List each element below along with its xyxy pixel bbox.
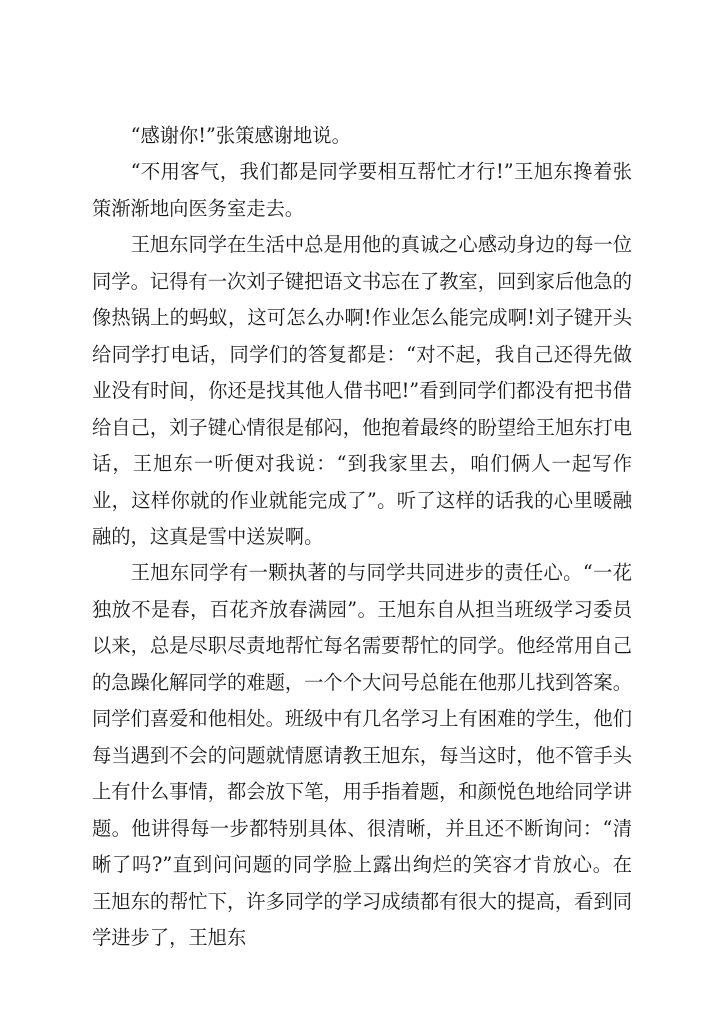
body-text [92, 118, 632, 956]
paragraph-sincerity: 王旭东同学在生活中总是用他的真诚之心感动身边的每一位同学。记得有一次刘子键把语文书忘在了教室，回到家后他急的像热锅上的蚂蚁，这可怎么办啊!作业怎么能完成啊!刘子键开头给同学打电话，同学们的答复都是：“对不起，我自己还得先做业没有时间，你还是找其他人借书吧!”看到同学们都没有把书借给自己，刘子键心情很是郁闷，他抱着最终的盼望给王旭东打电话，王旭东一听便对我说：“到我家里去，咱们俩人一起写作业，这样你就的作业就能完成了”。听了这样的话我的心里暖融融的，这真是雪中送炭啊。 [92, 233, 632, 548]
paragraph-thanks: “感谢你!”张策感谢地说。 [130, 124, 351, 147]
paragraph-reply: “不用客气，我们都是同学要相互帮忙才行!”王旭东搀着张策渐渐地向医务室走去。 [92, 160, 632, 220]
paragraph-responsibility: 王旭东同学有一颗执著的与同学共同进步的责任心。“一花独放不是春，百花齐放春满园”。王旭东自从担当班级学习委员以来，总是尽职尽责地帮忙每名需要帮忙的同学。他经常用自己的急躁化解同学的难题，一个个大问号总能在他那儿找到答案。同学们喜爱和他相处。班级中有几名学习上有困难的学生，他们每当遇到不会的问题就情愿请教王旭东，每当这时，他不管手头上有什么事情，都会放下笔，用手指着题，和颜悦色地给同学讲题。他讲得每一步都特别具体、很清晰，并且还不断询问：“清晰了吗?”直到问问题的同学脸上露出绚烂的笑容才肯放心。在王旭东的帮忙下，许多同学的学习成绩都有很大的提高，看到同学进步了，王旭东 [92, 561, 632, 949]
